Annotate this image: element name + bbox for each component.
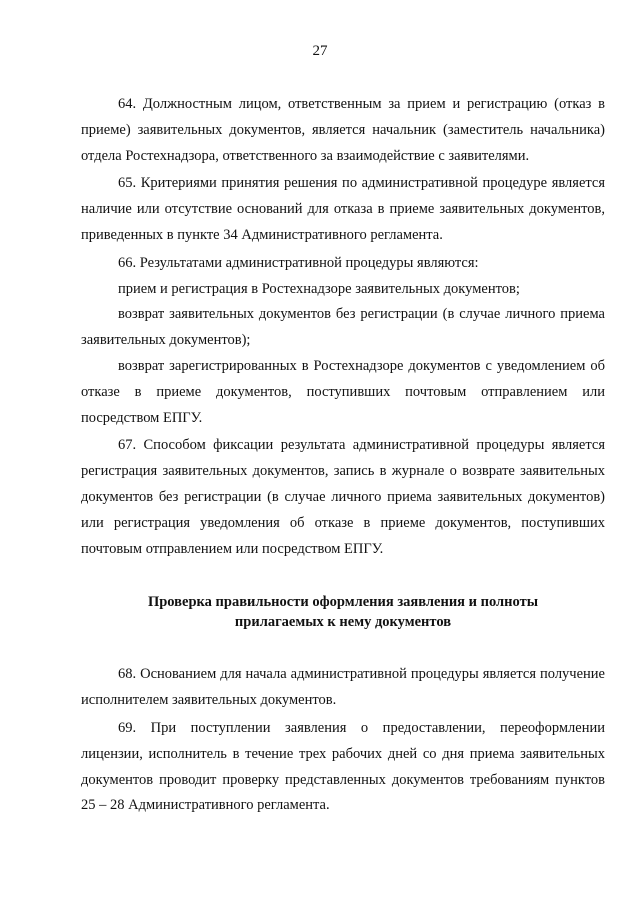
list-item-return-unregistered: возврат заявительных документов без регистрации (в случае личного приема заявительных документов); <box>81 306 605 349</box>
paragraph-64: 64. Должностным лицом, ответственным за прием и регистрацию (отказ в приеме) заявительных документов, является начальник (заместитель начальника) отдела Ростехнадзора, ответственного за взаимодействие с заявителями. <box>81 96 605 164</box>
paragraph-65: 65. Критериями принятия решения по административной процедуре является наличие или отсутствие оснований для отказа в приеме заявительных документов, приведенных в пункте 34 Административного регламента. <box>81 175 605 243</box>
section-heading-line-2: прилагаемых к нему документов <box>234 614 452 631</box>
list-item-registration: прием и регистрация в Ростехнадзоре заявительных документов; <box>118 280 520 297</box>
paragraph-69: 69. При поступлении заявления о предоставлении, переоформлении лицензии, исполнитель в течение трех рабочих дней со дня приема заявительных документов проводит проверку представленных документов требованиям пунктов 25 – 28 Административного регламента. <box>81 719 605 814</box>
paragraph-66: 66. Результатами административной процедуры являются: <box>118 254 479 271</box>
paragraph-68: 68. Основанием для начала административной процедуры является получение исполнителем заявительных документов. <box>81 666 605 709</box>
section-heading-line-1: Проверка правильности оформления заявления и полноты <box>147 594 539 611</box>
document-body <box>81 92 605 819</box>
paragraph-67: 67. Способом фиксации результата административной процедуры является регистрация заявительных документов, запись в журнале о возврате заявительных документов без регистрации (в случае личного приема заявительных документов) или регистрация уведомления об отказе в приеме документов, поступивших почтовым отправлением или посредством ЕПГУ. <box>81 437 605 557</box>
section-heading <box>81 592 605 632</box>
page-number: 27 <box>312 43 328 59</box>
list-item-return-registered: возврат зарегистрированных в Ростехнадзоре документов с уведомлением об отказе в приеме документов, поступивших почтовым отправлением или посредством ЕПГУ. <box>81 357 605 426</box>
